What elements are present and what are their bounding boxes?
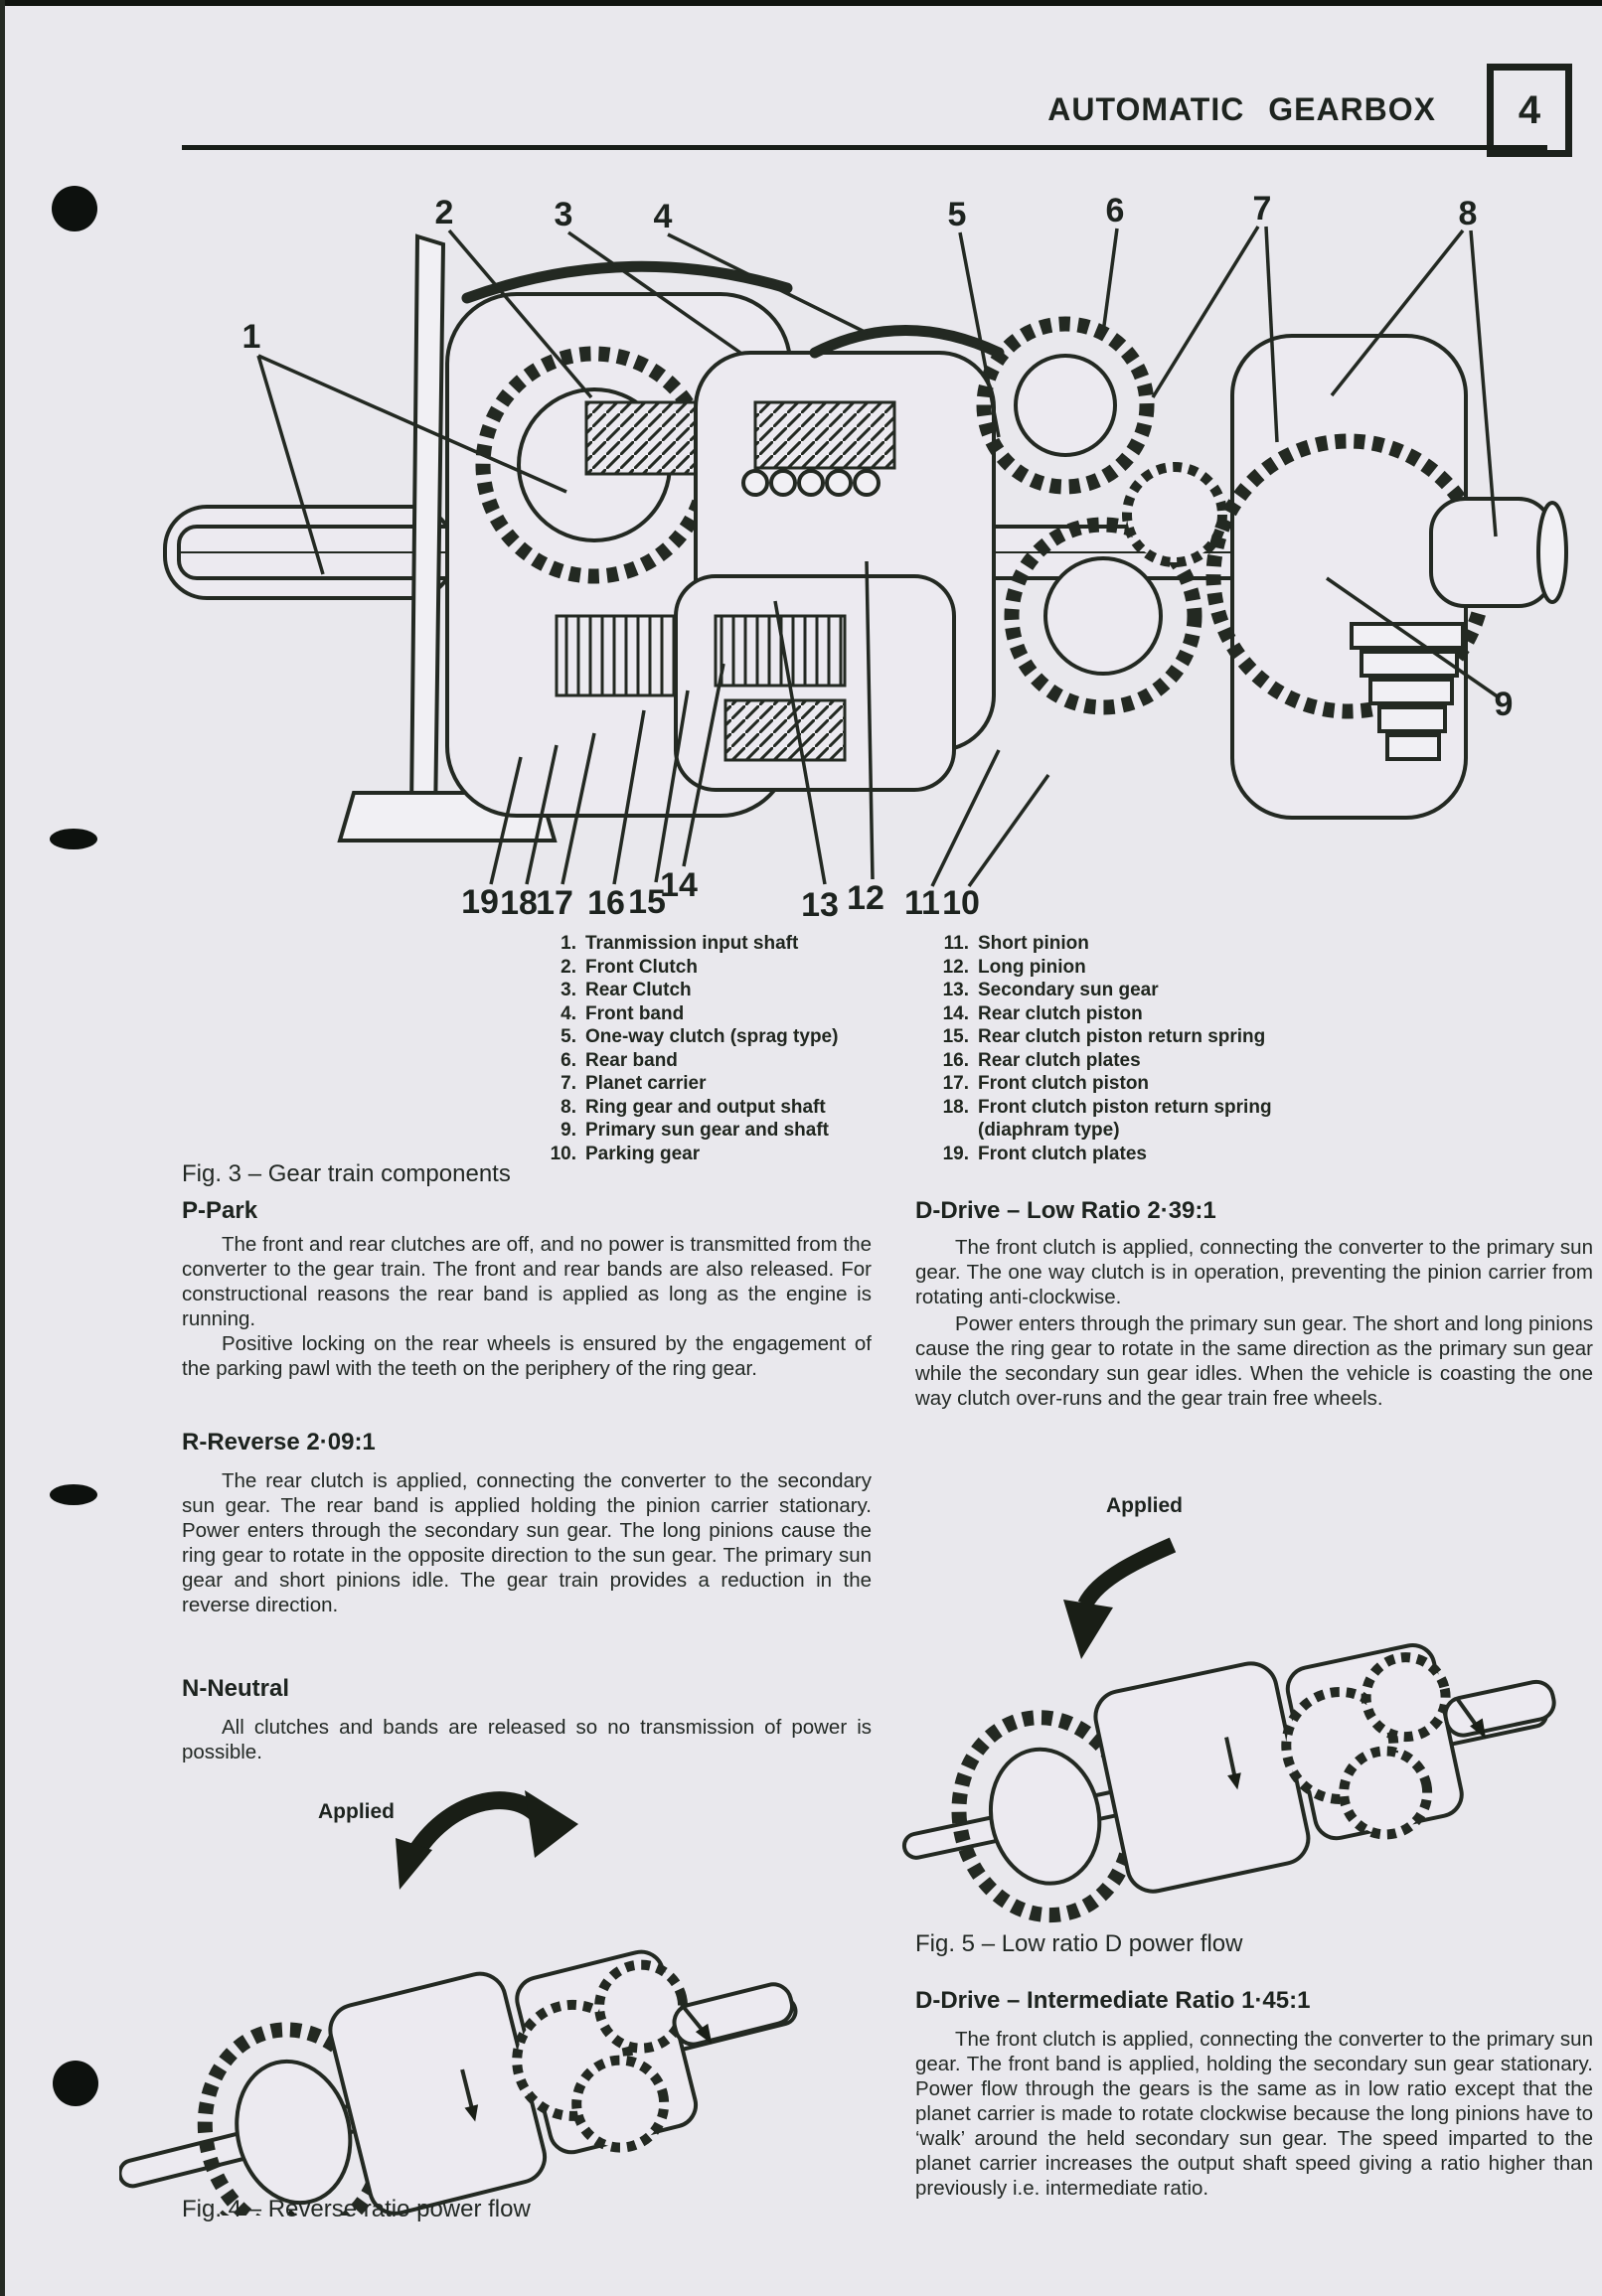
parts-list-item bbox=[929, 1049, 1347, 1073]
parts-list-item bbox=[537, 1096, 904, 1120]
parts-list-item bbox=[929, 1096, 1347, 1120]
fig3-diagram bbox=[119, 149, 1570, 944]
section-number-box bbox=[1487, 64, 1572, 157]
part-label: Rear band bbox=[585, 1049, 678, 1071]
part-number: 9. bbox=[561, 1120, 576, 1141]
heading-d-intermediate: D-Drive – Intermediate Ratio 1·45:1 bbox=[915, 1987, 1311, 2014]
part-label: Front clutch piston bbox=[978, 1073, 1150, 1094]
binder-hole bbox=[53, 2061, 98, 2106]
fig3-callout-4: 4 bbox=[653, 198, 673, 235]
part-label: Long pinion bbox=[978, 956, 1086, 978]
fig3-callout-11: 11 bbox=[904, 884, 940, 922]
parts-list-item bbox=[929, 1143, 1347, 1166]
fig3-parts-list-left bbox=[537, 932, 904, 1165]
fig3-callout-7: 7 bbox=[1252, 190, 1272, 228]
part-label: Parking gear bbox=[585, 1143, 701, 1164]
para-d-low-1: The front clutch is applied, connecting the converter to the primary sun gear. The one way clutch is in operation, preventing the pinion carrier from rotating anti-clockwise. bbox=[915, 1236, 1593, 1308]
page-title: AUTOMATIC GEARBOX bbox=[1047, 91, 1436, 127]
fig3-callout-3: 3 bbox=[554, 196, 573, 233]
part-label: Rear clutch piston return spring bbox=[978, 1026, 1266, 1047]
parts-list-item bbox=[929, 979, 1347, 1002]
scan-edge-left bbox=[0, 0, 5, 2296]
fig3-callout-15: 15 bbox=[628, 883, 666, 921]
para-n-neutral: All clutches and bands are released so no transmission of power is possible. bbox=[182, 1716, 872, 1763]
para-d-low-2: Power enters through the primary sun gear. The short and long pinions cause the ring gear to rotate in the same direction as the primary sun gear while the secondary sun gear idles. When the vehicle is coasting the one way clutch over-runs and the gear train free wheels. bbox=[915, 1312, 1593, 1410]
heading-r-reverse: R-Reverse 2·09:1 bbox=[182, 1429, 376, 1455]
parts-list-item bbox=[537, 1002, 904, 1026]
part-label: Secondary sun gear bbox=[978, 980, 1159, 1000]
part-label: Short pinion bbox=[978, 933, 1089, 954]
fig3-callout-6: 6 bbox=[1105, 192, 1125, 230]
part-label: Primary sun gear and shaft bbox=[585, 1120, 829, 1141]
parts-list-item bbox=[929, 1119, 1347, 1143]
parts-list-item bbox=[537, 1143, 904, 1166]
parts-list-item bbox=[537, 932, 904, 956]
part-number: 1. bbox=[561, 933, 576, 954]
part-label: One-way clutch (sprag type) bbox=[585, 1026, 839, 1047]
fig4-applied-label: Applied bbox=[318, 1800, 395, 1823]
part-label: Planet carrier bbox=[585, 1073, 707, 1094]
fig3-callout-2: 2 bbox=[434, 194, 454, 231]
part-number: 19. bbox=[942, 1143, 969, 1164]
parts-list-item bbox=[537, 979, 904, 1002]
part-label: Ring gear and output shaft bbox=[585, 1096, 826, 1118]
fig3-callout-18: 18 bbox=[500, 884, 538, 922]
fig3-callout-12: 12 bbox=[847, 879, 884, 917]
fig4-diagram bbox=[119, 1679, 815, 2216]
fig3-callout-19: 19 bbox=[461, 883, 499, 921]
fig3-callout-5: 5 bbox=[947, 196, 967, 233]
binder-hole bbox=[50, 1484, 97, 1505]
fig5-caption: Fig. 5 – Low ratio D power flow bbox=[915, 1930, 1243, 1957]
parts-list-item bbox=[929, 956, 1347, 980]
applied-arrow bbox=[412, 1800, 539, 1858]
part-number: 3. bbox=[561, 980, 576, 1000]
parts-list-item bbox=[537, 1119, 904, 1143]
clutch-housing bbox=[1091, 1659, 1314, 1897]
part-number: 14. bbox=[942, 1002, 969, 1024]
scan-edge-top bbox=[0, 0, 1602, 6]
part-number: 7. bbox=[561, 1073, 576, 1094]
applied-arrow bbox=[1085, 1545, 1173, 1605]
para-d-intermediate: The front clutch is applied, connecting the converter to the primary sun gear. The front band is applied, holding the secondary sun gear stationary. Power flow through the gears is the same as in low ratio except that the planet carrier is made to rotate clockwise because the long pinions have to ‘walk’ around the held secondary sun gear. The speed imparted to the planet carrier increases the output shaft speed giving a ratio higher than previously i.e. intermediate ratio. bbox=[915, 2028, 1593, 2200]
part-number: 11. bbox=[943, 933, 969, 954]
fig3-callout-9: 9 bbox=[1494, 686, 1514, 723]
heading-p-park: P-Park bbox=[182, 1197, 258, 1224]
part-label: Front clutch plates bbox=[978, 1143, 1147, 1164]
one-way-clutch-rollers bbox=[743, 471, 879, 495]
fig5-diagram bbox=[865, 1421, 1570, 1977]
part-number: 10. bbox=[550, 1143, 576, 1164]
fig4-caption: Fig. 4 – Reverse ratio power flow bbox=[182, 2196, 531, 2222]
part-label: Rear clutch piston bbox=[978, 1002, 1143, 1024]
para-p-park-2: Positive locking on the rear wheels is ensured by the engagement of the parking pawl with the teeth on the periphery of the ring gear. bbox=[182, 1332, 872, 1380]
part-label: Front clutch piston return spring bbox=[978, 1096, 1272, 1118]
part-number: 4. bbox=[561, 1002, 576, 1024]
fig3-callout-10: 10 bbox=[942, 884, 980, 922]
binder-hole bbox=[50, 829, 97, 849]
rear-clutch-spring bbox=[755, 402, 894, 468]
heading-n-neutral: N-Neutral bbox=[182, 1675, 290, 1702]
fig3-callout-8: 8 bbox=[1458, 195, 1478, 232]
fig5-applied-label: Applied bbox=[1106, 1494, 1183, 1517]
part-number: 18. bbox=[942, 1096, 969, 1118]
output-stub bbox=[1442, 1679, 1556, 1739]
part-label: Rear clutch plates bbox=[978, 1049, 1141, 1071]
part-number: 8. bbox=[561, 1096, 576, 1118]
parts-list-item bbox=[537, 1072, 904, 1096]
fig3-caption: Fig. 3 – Gear train components bbox=[182, 1160, 511, 1187]
fig3-parts-list-right bbox=[929, 932, 1347, 1165]
part-number: 13. bbox=[942, 980, 969, 1000]
part-label: Front band bbox=[585, 1002, 685, 1024]
rear-band bbox=[815, 331, 999, 354]
section-number: 4 bbox=[1518, 87, 1541, 132]
para-r-reverse: The rear clutch is applied, connecting the converter to the secondary sun gear. The rear band is applied holding the pinion carrier stationary. Power enters through the secondary sun gear. The long pinions cause the ring gear to rotate in the opposite direction to the sun gear. The primary sun gear and short pinions idle. The gear train provides a reduction in the reverse direction. bbox=[182, 1469, 872, 1616]
part-label: (diaphram type) bbox=[978, 1120, 1120, 1141]
parts-list-item bbox=[929, 1072, 1347, 1096]
part-number: 16. bbox=[942, 1049, 969, 1071]
part-number: 12. bbox=[942, 956, 969, 978]
parts-list-item bbox=[537, 1025, 904, 1049]
fig3-callout-1: 1 bbox=[241, 318, 261, 356]
fig3-callout-16: 16 bbox=[587, 884, 625, 922]
planet-gear-cluster bbox=[984, 324, 1222, 707]
gear-train-iso bbox=[119, 1901, 815, 2216]
para-p-park-1: The front and rear clutches are off, and no power is transmitted from the converter to the gear train. The front and rear bands are also released. For constructional reasons the rear band is applied as long as the engine is running. bbox=[182, 1233, 872, 1330]
parts-list-item bbox=[929, 1025, 1347, 1049]
part-number: 17. bbox=[942, 1073, 969, 1094]
part-label: Front Clutch bbox=[585, 956, 698, 978]
part-number: 2. bbox=[561, 956, 576, 978]
rear-clutch-return-spring bbox=[725, 700, 845, 760]
gear-train-iso bbox=[881, 1603, 1570, 1943]
fig3-callout-17: 17 bbox=[536, 884, 573, 922]
parts-list-item bbox=[929, 1002, 1347, 1026]
part-label: Tranmission input shaft bbox=[585, 933, 799, 954]
parts-list-item bbox=[929, 932, 1347, 956]
binder-hole bbox=[52, 186, 97, 231]
gear-train-drawing bbox=[165, 236, 1566, 841]
parts-list-item bbox=[537, 1049, 904, 1073]
part-number bbox=[929, 1119, 969, 1143]
part-number: 6. bbox=[561, 1049, 576, 1071]
output-shaft bbox=[1431, 499, 1552, 606]
fig3-callout-13: 13 bbox=[801, 886, 839, 924]
casing-plate bbox=[411, 236, 443, 821]
part-label: Rear Clutch bbox=[585, 980, 692, 1000]
part-number: 5. bbox=[561, 1026, 576, 1047]
fig3-callout-14: 14 bbox=[660, 866, 698, 904]
parts-list-item bbox=[537, 956, 904, 980]
part-number: 15. bbox=[942, 1026, 969, 1047]
heading-d-low: D-Drive – Low Ratio 2·39:1 bbox=[915, 1197, 1216, 1224]
